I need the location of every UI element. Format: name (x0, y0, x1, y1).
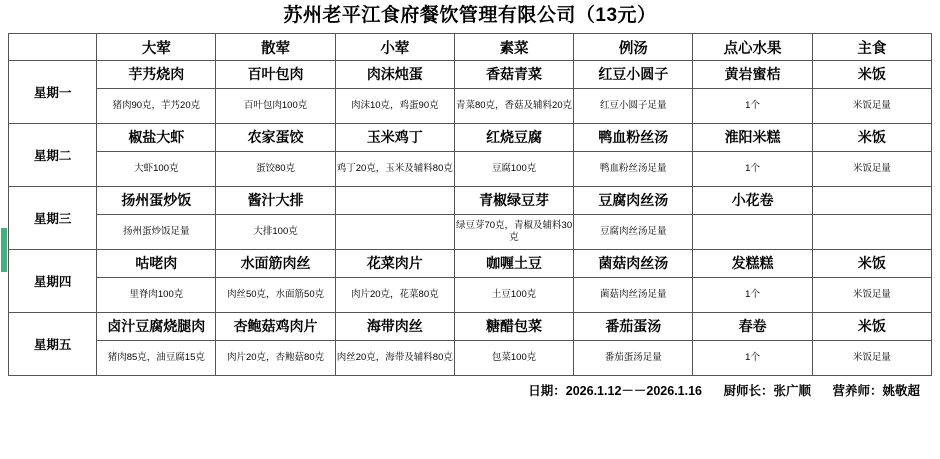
day-label: 星期五 (9, 313, 97, 376)
ingredient-detail: 土豆100克 (454, 278, 573, 313)
dish-name: 肉沫炖蛋 (335, 61, 454, 89)
table-row (9, 124, 932, 152)
ingredient-detail: 鸡丁20克，玉米及辅料80克 (335, 152, 454, 187)
ingredient-detail: 大虾100克 (97, 152, 216, 187)
ingredient-detail: 肉片20克，杏鲍菇80克 (216, 341, 335, 376)
dish-name: 咖喱土豆 (454, 250, 573, 278)
ingredient-detail: 百叶包肉100克 (216, 89, 335, 124)
header-cell-soup: 例汤 (574, 34, 693, 61)
dish-name: 淮阳米糕 (693, 124, 812, 152)
ingredient-detail: 豆腐肉丝汤足量 (574, 215, 693, 250)
dish-name: 扬州蛋炒饭 (97, 187, 216, 215)
dish-name: 糖醋包菜 (454, 313, 573, 341)
dish-name: 豆腐肉丝汤 (574, 187, 693, 215)
header-cell-small-meat: 小荤 (335, 34, 454, 61)
ingredient-detail: 猪肉90克，芋艿20克 (97, 89, 216, 124)
ingredient-detail (693, 215, 812, 250)
table-row (9, 187, 932, 215)
dish-name: 菌菇肉丝汤 (574, 250, 693, 278)
dish-name: 米饭 (812, 124, 931, 152)
header-cell-mixed-meat: 散荤 (216, 34, 335, 61)
left-green-marker (1, 228, 7, 272)
table-row (9, 313, 932, 341)
dish-name: 椒盐大虾 (97, 124, 216, 152)
footer-info (8, 376, 932, 400)
ingredient-detail: 肉丝20克，海带及辅料80克 (335, 341, 454, 376)
ingredient-detail: 米饭足量 (812, 341, 931, 376)
ingredient-detail: 1个 (693, 341, 812, 376)
dish-name: 米饭 (812, 61, 931, 89)
dish-name: 卤汁豆腐烧腿肉 (97, 313, 216, 341)
dish-name: 玉米鸡丁 (335, 124, 454, 152)
ingredient-detail: 包菜100克 (454, 341, 573, 376)
day-label: 星期一 (9, 61, 97, 124)
ingredient-detail: 鸭血粉丝汤足量 (574, 152, 693, 187)
ingredient-detail: 肉丝50克，水面筋50克 (216, 278, 335, 313)
footer-date: 日期：2026.1.12－－2026.1.16 (528, 384, 702, 398)
table-header-row (9, 34, 932, 61)
dish-name: 花菜肉片 (335, 250, 454, 278)
ingredient-detail: 青菜80克，香菇及辅料20克 (454, 89, 573, 124)
dish-name: 农家蛋饺 (216, 124, 335, 152)
ingredient-detail: 绿豆芽70克，青椒及辅料30克 (454, 215, 573, 250)
table-row (9, 152, 932, 187)
dish-name: 红豆小圆子 (574, 61, 693, 89)
dish-name: 番茄蛋汤 (574, 313, 693, 341)
ingredient-detail: 米饭足量 (812, 89, 931, 124)
dish-name: 海带肉丝 (335, 313, 454, 341)
ingredient-detail: 菌菇肉丝汤足量 (574, 278, 693, 313)
table-row (9, 61, 932, 89)
header-cell-vegetable: 素菜 (454, 34, 573, 61)
dish-name: 米饭 (812, 250, 931, 278)
ingredient-detail: 蛋饺80克 (216, 152, 335, 187)
table-row (9, 341, 932, 376)
dish-name: 米饭 (812, 313, 931, 341)
dish-name: 黄岩蜜桔 (693, 61, 812, 89)
dish-name: 水面筋肉丝 (216, 250, 335, 278)
dish-name: 芋艿烧肉 (97, 61, 216, 89)
footer-nutritionist: 营养师：姚敬超 (832, 384, 920, 398)
dish-name: 杏鲍菇鸡肉片 (216, 313, 335, 341)
ingredient-detail: 1个 (693, 278, 812, 313)
ingredient-detail: 1个 (693, 89, 812, 124)
ingredient-detail: 米饭足量 (812, 152, 931, 187)
weekly-menu-table (8, 33, 932, 376)
dish-name: 红烧豆腐 (454, 124, 573, 152)
dish-name: 发糕糕 (693, 250, 812, 278)
ingredient-detail: 豆腐100克 (454, 152, 573, 187)
day-label: 星期四 (9, 250, 97, 313)
table-row (9, 278, 932, 313)
header-cell-big-meat: 大荤 (97, 34, 216, 61)
table-row (9, 89, 932, 124)
header-cell-staple: 主食 (812, 34, 931, 61)
ingredient-detail: 肉片20克，花菜80克 (335, 278, 454, 313)
dish-name: 香菇青菜 (454, 61, 573, 89)
table-row (9, 215, 932, 250)
ingredient-detail: 扬州蛋炒饭足量 (97, 215, 216, 250)
dish-name: 咕咾肉 (97, 250, 216, 278)
header-cell-day (9, 34, 97, 61)
page-title: 苏州老平江食府餐饮管理有限公司（13元） (283, 5, 657, 26)
ingredient-detail: 番茄蛋汤足量 (574, 341, 693, 376)
ingredient-detail: 猪肉85克，油豆腐15克 (97, 341, 216, 376)
ingredient-detail (812, 215, 931, 250)
header-cell-snack-fruit: 点心水果 (693, 34, 812, 61)
dish-name: 春卷 (693, 313, 812, 341)
dish-name (812, 187, 931, 215)
ingredient-detail: 里脊肉100克 (97, 278, 216, 313)
day-label: 星期二 (9, 124, 97, 187)
dish-name: 青椒绿豆芽 (454, 187, 573, 215)
dish-name: 酱汁大排 (216, 187, 335, 215)
ingredient-detail: 大排100克 (216, 215, 335, 250)
ingredient-detail: 肉沫10克，鸡蛋90克 (335, 89, 454, 124)
dish-name: 百叶包肉 (216, 61, 335, 89)
ingredient-detail: 红豆小圆子足量 (574, 89, 693, 124)
day-label: 星期三 (9, 187, 97, 250)
dish-name: 小花卷 (693, 187, 812, 215)
ingredient-detail: 米饭足量 (812, 278, 931, 313)
dish-name (335, 187, 454, 215)
table-row (9, 250, 932, 278)
footer-chef: 厨师长：张广顺 (723, 384, 811, 398)
dish-name: 鸭血粉丝汤 (574, 124, 693, 152)
ingredient-detail (335, 215, 454, 250)
ingredient-detail: 1个 (693, 152, 812, 187)
